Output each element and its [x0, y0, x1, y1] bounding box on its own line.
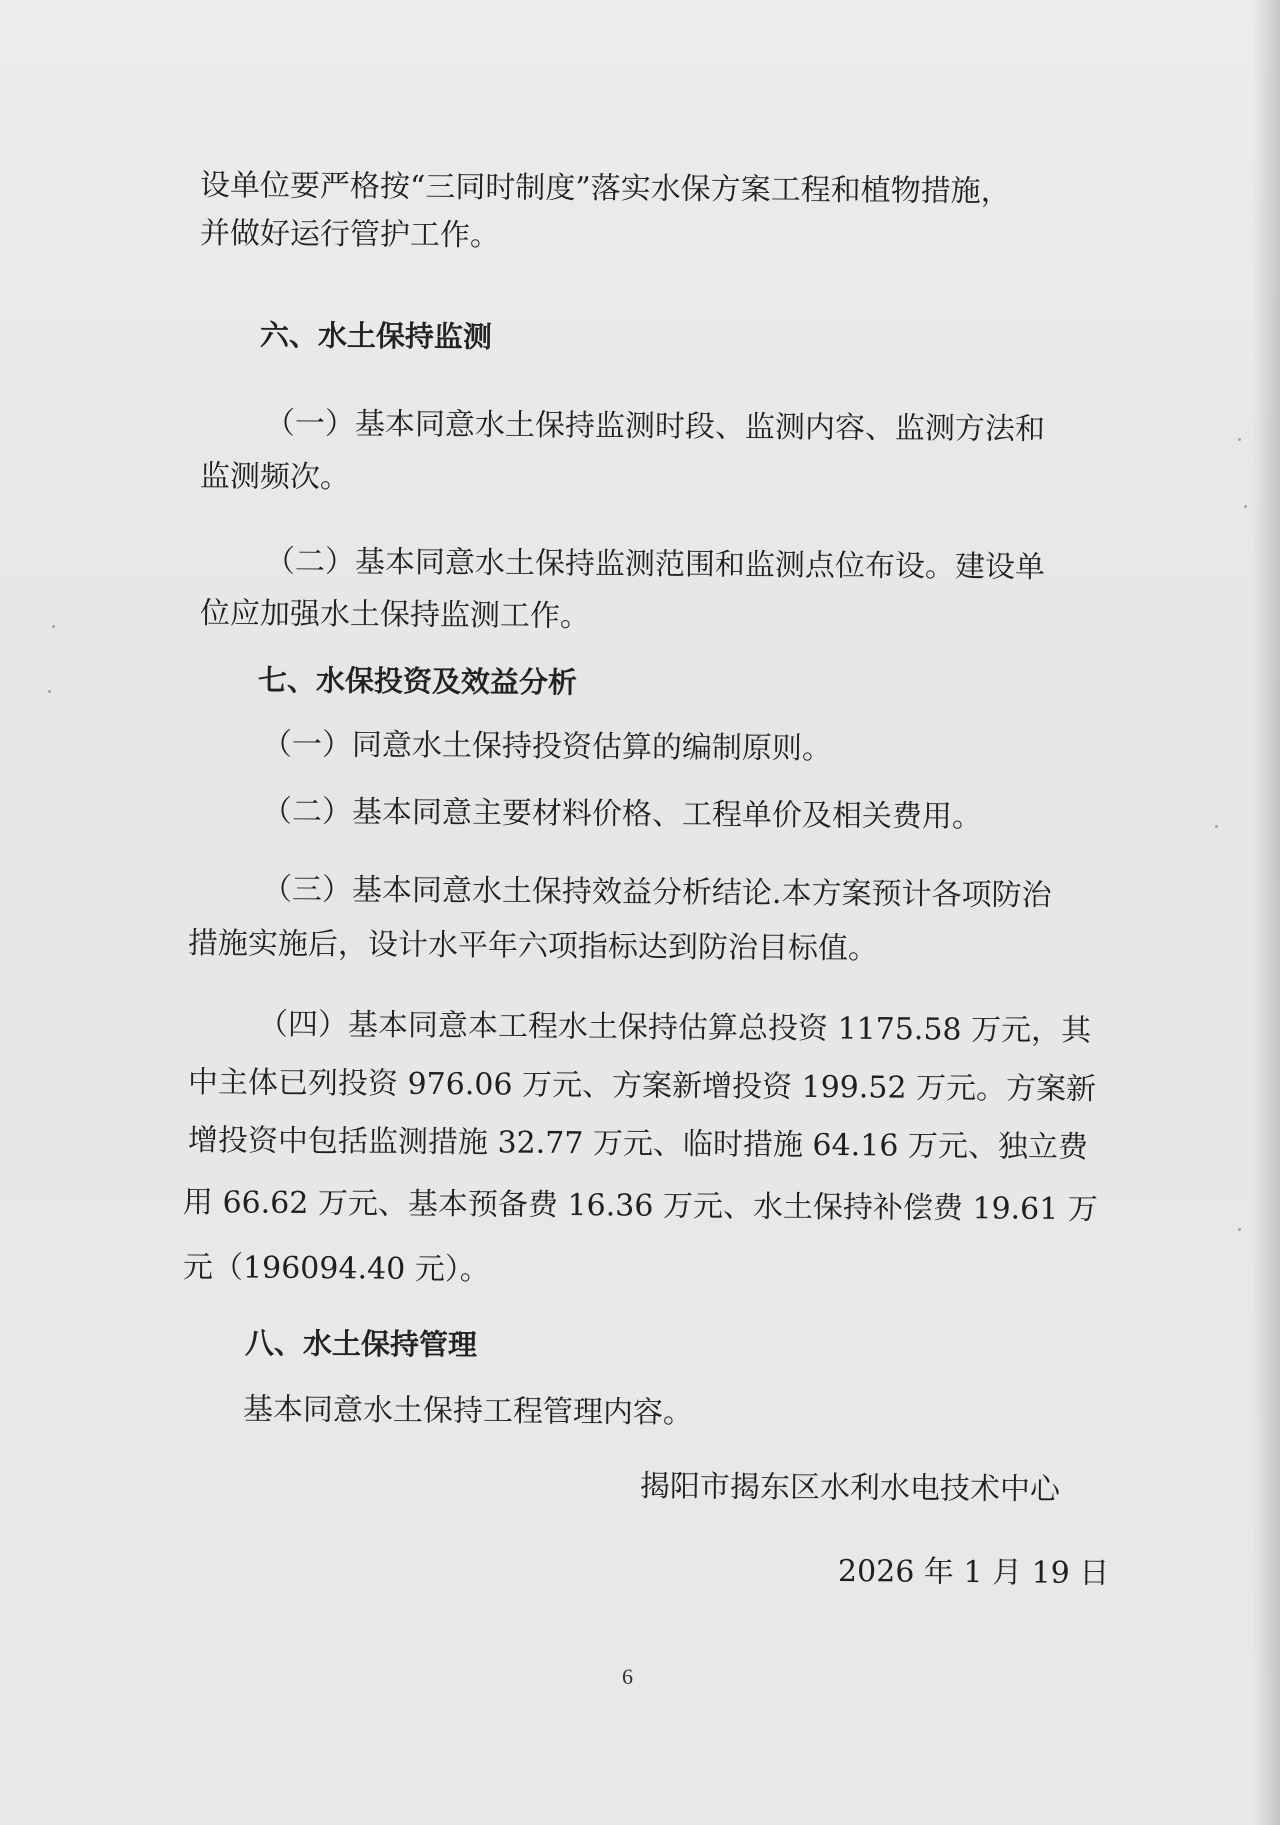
section-heading: 八、水土保持管理 [244, 1326, 478, 1362]
scan-speck [52, 625, 55, 628]
body-line: 措施实施后，设计水平年六项指标达到防治目标值。 [187, 926, 879, 967]
body-line: （二）基本同意水土保持监测范围和监测点位布设。建设单 [264, 544, 1046, 586]
body-line: 并做好运行管护工作。 [199, 216, 501, 254]
scan-speck [1238, 438, 1241, 441]
section-heading: 六、水土保持监测 [259, 318, 493, 354]
body-line: 中主体已列投资 976.06 万元、方案新增投资 199.52 万元。方案新 [187, 1065, 1097, 1108]
scan-speck [1244, 505, 1247, 508]
body-line: 元（196094.40 元）。 [182, 1250, 490, 1288]
body-line: （二）基本同意主要材料价格、工程单价及相关费用。 [261, 794, 983, 835]
body-line: 用 66.62 万元、基本预备费 16.36 万元、水土保持补偿费 19.61 万 [182, 1185, 1098, 1228]
scan-speck [1215, 825, 1218, 828]
body-line: （四）基本同意本工程水土保持估算总投资 1175.58 万元，其 [257, 1007, 1092, 1049]
section-heading: 七、水保投资及效益分析 [257, 663, 578, 700]
page-number: 6 [622, 1664, 633, 1689]
body-line: （一）基本同意水土保持监测时段、监测内容、监测方法和 [264, 406, 1046, 448]
body-line: （一）同意水土保持投资估算的编制原则。 [261, 727, 833, 767]
body-line: （三）基本同意水土保持效益分析结论.本方案预计各项防治 [261, 872, 1052, 914]
body-line: 基本同意水土保持工程管理内容。 [242, 1392, 694, 1431]
body-line: 设单位要严格按“三同时制度”落实水保方案工程和植物措施， [199, 168, 1011, 210]
signature-organization: 揭阳市揭东区水利水电技术中心 [639, 1469, 1061, 1508]
body-line: 位应加强水土保持监测工作。 [199, 596, 591, 635]
body-line: 增投资中包括监测措施 32.77 万元、临时措施 64.16 万元、独立费 [187, 1123, 1089, 1166]
scan-speck [1238, 1228, 1241, 1231]
signature-date: 2026 年 1 月 19 日 [837, 1554, 1110, 1592]
scan-speck [48, 690, 51, 693]
body-line: 监测频次。 [199, 459, 351, 496]
scan-edge-shadow [1252, 0, 1280, 1825]
